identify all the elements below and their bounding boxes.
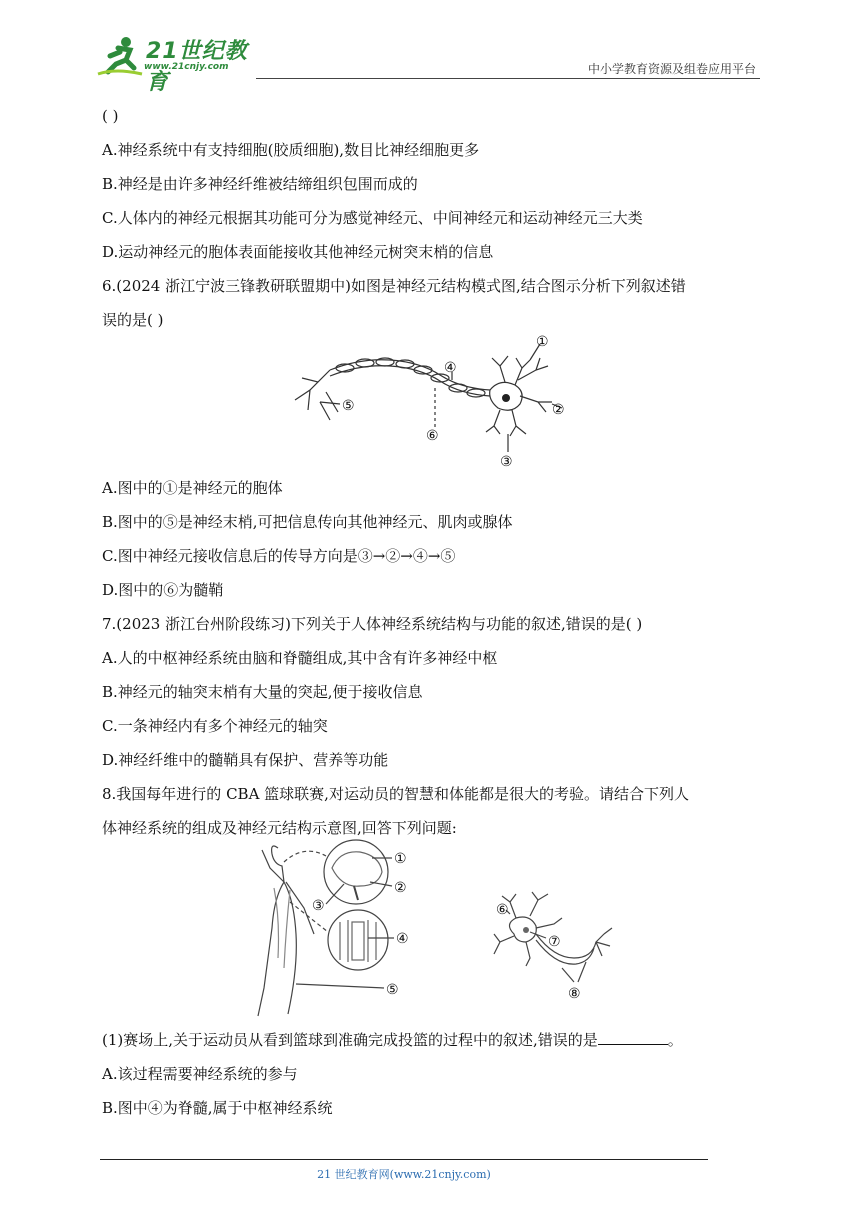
fig2-label-3: ③ [312,898,325,914]
label-4: ④ [444,360,457,376]
q7-option-a: A.人的中枢神经系统由脑和脊髓组成,其中含有许多神经中枢 [102,649,498,667]
label-2: ② [552,402,565,418]
q5-option-b: B.神经是由许多神经纤维被结缔组织包围而成的 [102,175,418,193]
footer-divider [100,1159,708,1160]
q8-sub1-stem [102,1030,683,1050]
nervous-system-diagram [244,838,624,1022]
site-logo [96,34,256,95]
q5-answer-bracket: ( ) [102,107,119,125]
q7-option-b: B.神经元的轴突末梢有大量的突起,便于接收信息 [102,683,423,701]
fig2-label-6: ⑥ [496,902,509,918]
platform-name: 中小学教育资源及组卷应用平台 [587,62,756,76]
q7-option-c: C.一条神经内有多个神经元的轴突 [102,717,328,735]
q6-stem-line1: 6.(2024 浙江宁波三锋教研联盟期中)如图是神经元结构模式图,结合图示分析下列叙述错 [102,277,686,295]
answer-blank[interactable] [598,1030,668,1045]
q7-stem: 7.(2023 浙江台州阶段练习)下列关于人体神经系统结构与功能的叙述,错误的是( ) [102,615,643,633]
fig2-label-1: ① [394,851,407,867]
label-3: ③ [500,454,513,470]
fig2-label-2: ② [394,880,407,896]
q8-sub1-suffix: 。 [667,1031,683,1049]
q7-option-d: D.神经纤维中的髓鞘具有保护、营养等功能 [102,751,389,769]
header-divider [256,78,760,79]
fig2-label-4: ④ [396,931,409,947]
q6-option-a: A.图中的①是神经元的胞体 [102,479,283,497]
label-5: ⑤ [342,398,355,414]
neuron-diagram [290,330,580,472]
fig2-label-7: ⑦ [548,934,561,950]
fig2-label-8: ⑧ [568,986,581,1002]
q6-option-b: B.图中的⑤是神经末梢,可把信息传向其他神经元、肌肉或腺体 [102,513,513,531]
runner-logo-icon [96,34,148,78]
page-header [96,30,760,95]
q8-sub1-prefix: (1)赛场上,关于运动员从看到篮球到准确完成投篮的过程中的叙述,错误的是 [102,1031,598,1049]
q5-option-a: A.神经系统中有支持细胞(胶质细胞),数目比神经细胞更多 [102,141,480,159]
q6-option-d: D.图中的⑥为髓鞘 [102,581,224,599]
q8-sub1-option-b: B.图中④为脊髓,属于中枢神经系统 [102,1099,333,1117]
logo-url: www.21cnjy.com [144,62,229,72]
q6-stem-line2: 误的是( ) [102,311,164,329]
footer-text[interactable]: 21 世纪教育网(www.21cnjy.com) [317,1168,491,1181]
label-1: ① [536,334,549,350]
q8-sub1-option-a: A.该过程需要神经系统的参与 [102,1065,298,1083]
q8-stem-line1: 8.我国每年进行的 CBA 篮球联赛,对运动员的智慧和体能都是很大的考验。请结合下列人 [102,785,689,803]
fig2-label-5: ⑤ [386,982,399,998]
label-6: ⑥ [426,428,439,444]
logo-text: 21世纪教育 [146,39,248,95]
q5-option-d: D.运动神经元的胞体表面能接收其他神经元树突末梢的信息 [102,243,494,261]
q5-option-c: C.人体内的神经元根据其功能可分为感觉神经元、中间神经元和运动神经元三大类 [102,209,643,227]
q8-stem-line2: 体神经系统的组成及神经元结构示意图,回答下列问题: [102,819,457,837]
q6-option-c: C.图中神经元接收信息后的传导方向是③→②→④→⑤ [102,547,456,565]
